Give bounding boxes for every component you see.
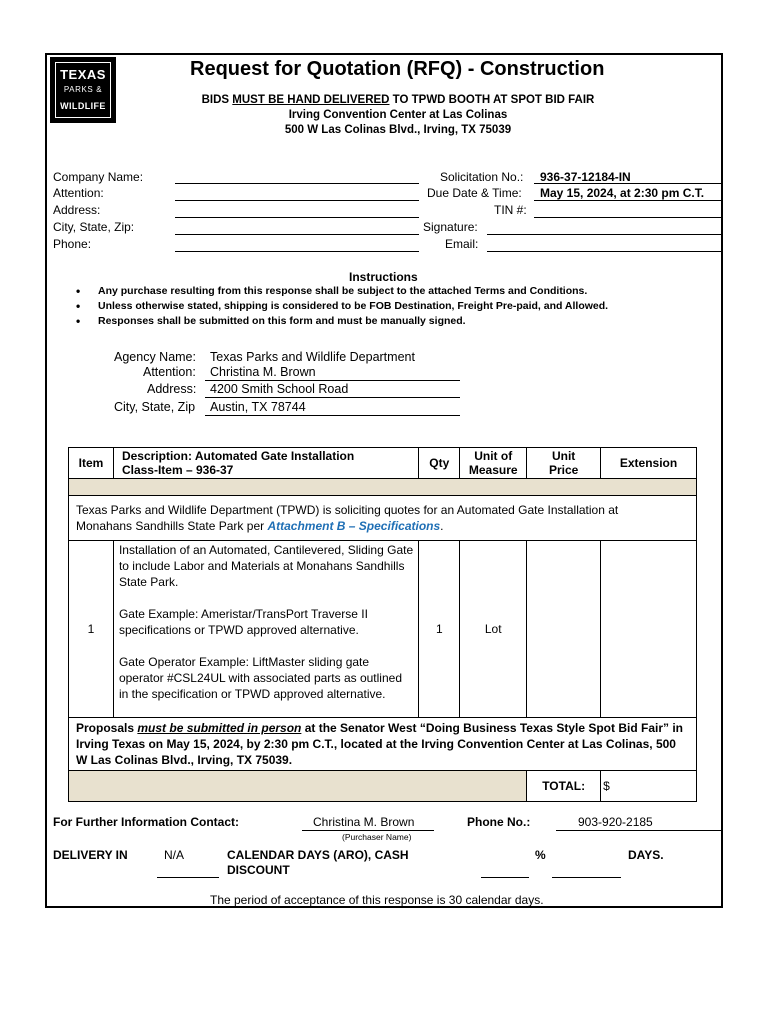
agency-address-value: 4200 Smith School Road <box>210 382 349 396</box>
venue-address: 500 W Las Colinas Blvd., Irving, TX 75039 <box>284 124 512 136</box>
solicitation-number: 936-37-12184-IN <box>540 170 631 184</box>
city-state-zip-label: City, State, Zip: <box>53 220 135 234</box>
col-uom-header: Unit of Measure <box>460 448 527 479</box>
company-name-field[interactable] <box>175 183 419 184</box>
agency-address-line <box>205 397 460 398</box>
agency-city-label: City, State, Zip <box>114 400 196 414</box>
city-state-zip-field[interactable] <box>175 234 419 235</box>
company-name-label: Company Name: <box>53 170 144 184</box>
purchaser-caption: (Purchaser Name) <box>342 832 412 842</box>
item-qty: 1 <box>419 541 460 718</box>
item-description: Installation of an Automated, Cantilevered, Sliding Gate to include Labor and Materials at Monahans Sandhills State Park. Gate Example: Ameristar/TransPort Traverse II specifications or TPWD approved alternative. Gate Operator Example: LiftMaster sliding gate operator #CSL24UL with associated parts as outlined in the specification or TPWD approved alternative. <box>113 541 418 718</box>
extension-cell[interactable] <box>601 541 697 718</box>
email-field[interactable] <box>487 251 723 252</box>
attention-label: Attention: <box>53 186 104 200</box>
email-label: Email: <box>445 237 479 251</box>
page-title: Request for Quotation (RFQ) - Construction <box>190 58 605 80</box>
agency-city-line <box>205 415 460 416</box>
item-uom: Lot <box>460 541 527 718</box>
agency-attention-line <box>205 380 460 381</box>
col-price-header: Unit Price <box>527 448 601 479</box>
phone-line <box>556 830 723 831</box>
total-row <box>69 771 697 802</box>
due-date-value: May 15, 2024, at 2:30 pm C.T. <box>540 186 705 200</box>
delivery-value: N/A <box>164 848 185 862</box>
col-description-header: Description: Automated Gate Installation Class-Item – 936-37 <box>113 448 418 479</box>
agency-attention-value: Christina M. Brown <box>210 365 316 379</box>
intro-text: Texas Parks and Wildlife Department (TPWD) is soliciting quotes for an Automated Gate Installation at <box>76 503 619 517</box>
solicitation-line <box>534 183 723 184</box>
instruction-item: • Any purchase resulting from this response shall be subject to the attached Terms and Conditions. <box>98 285 587 297</box>
solicitation-label: Solicitation No.: <box>440 170 524 184</box>
venue-name: Irving Convention Center at Las Colinas <box>288 109 508 121</box>
discount-percent-field[interactable] <box>481 877 529 878</box>
proposal-text: Proposals must be submitted in person at the Senator West “Doing Business Texas Style Spot Bid Fair” in Irving Texas on May 15, 2024, by 2:30 pm C.T., located at the Irving Convention Center at Las Colinas, 500 W Las Colinas Blvd., Irving, TX 75039. <box>69 718 697 771</box>
col-qty-header: Qty <box>419 448 460 479</box>
due-date-line <box>534 200 723 201</box>
contact-name: Christina M. Brown <box>313 815 415 829</box>
table-row <box>69 541 697 718</box>
tin-field[interactable] <box>534 217 723 218</box>
delivery-days-field[interactable] <box>157 877 219 878</box>
attachment-b-link[interactable]: Attachment B – Specifications <box>267 519 441 533</box>
address-field[interactable] <box>175 217 419 218</box>
spacer-row <box>69 479 697 496</box>
calendar-days-label: CALENDAR DAYS (ARO), CASH DISCOUNT <box>227 848 409 877</box>
phone-no-label: Phone No.: <box>467 815 531 829</box>
intro-row: Texas Parks and Wildlife Department (TPWD) is soliciting quotes for an Automated Gate Installation at Monahans Sandhills State Park per Attachment B – Specifications. <box>69 496 697 541</box>
phone-label: Phone: <box>53 237 92 251</box>
contact-label: For Further Information Contact: <box>53 815 239 829</box>
agency-address-label: Address: <box>147 382 197 396</box>
item-number: 1 <box>69 541 114 718</box>
contact-line <box>302 830 434 831</box>
col-item-header: Item <box>69 448 114 479</box>
total-label: TOTAL: <box>527 771 601 802</box>
agency-attention-label: Attention: <box>143 365 196 379</box>
signature-field[interactable] <box>487 234 723 235</box>
agency-name-label: Agency Name: <box>114 350 196 364</box>
agency-city-value: Austin, TX 78744 <box>210 400 306 414</box>
table-header-row <box>69 448 697 479</box>
tpwd-logo: TEXAS PARKS & WILDLIFE <box>50 57 116 123</box>
tin-label: TIN #: <box>494 203 527 217</box>
signature-label: Signature: <box>423 220 478 234</box>
acceptance-period: The period of acceptance of this response is 30 calendar days. <box>210 893 544 907</box>
instruction-item: • Unless otherwise stated, shipping is considered to be FOB Destination, Freight Pre-paid, and Allowed. <box>98 300 608 312</box>
col-extension-header: Extension <box>601 448 697 479</box>
days-label: DAYS. <box>628 848 664 862</box>
phone-no-value: 903-920-2185 <box>578 815 653 829</box>
instructions-heading: Instructions <box>349 270 418 284</box>
rfq-table <box>68 447 697 802</box>
attention-field[interactable] <box>175 200 419 201</box>
unit-price-cell[interactable] <box>527 541 601 718</box>
address-label: Address: <box>53 203 101 217</box>
instruction-item: • Responses shall be submitted on this form and must be manually signed. <box>98 315 466 327</box>
total-value[interactable]: $ <box>601 771 697 802</box>
delivery-label: DELIVERY IN <box>53 848 128 862</box>
proposal-row <box>69 718 697 771</box>
due-date-label: Due Date & Time: <box>427 186 522 200</box>
percent-label: % <box>535 848 546 862</box>
bids-notice: BIDS MUST BE HAND DELIVERED TO TPWD BOOTH AT SPOT BID FAIR <box>201 94 595 106</box>
discount-days-field[interactable] <box>552 877 621 878</box>
phone-field[interactable] <box>175 251 419 252</box>
agency-name-value: Texas Parks and Wildlife Department <box>210 350 415 364</box>
